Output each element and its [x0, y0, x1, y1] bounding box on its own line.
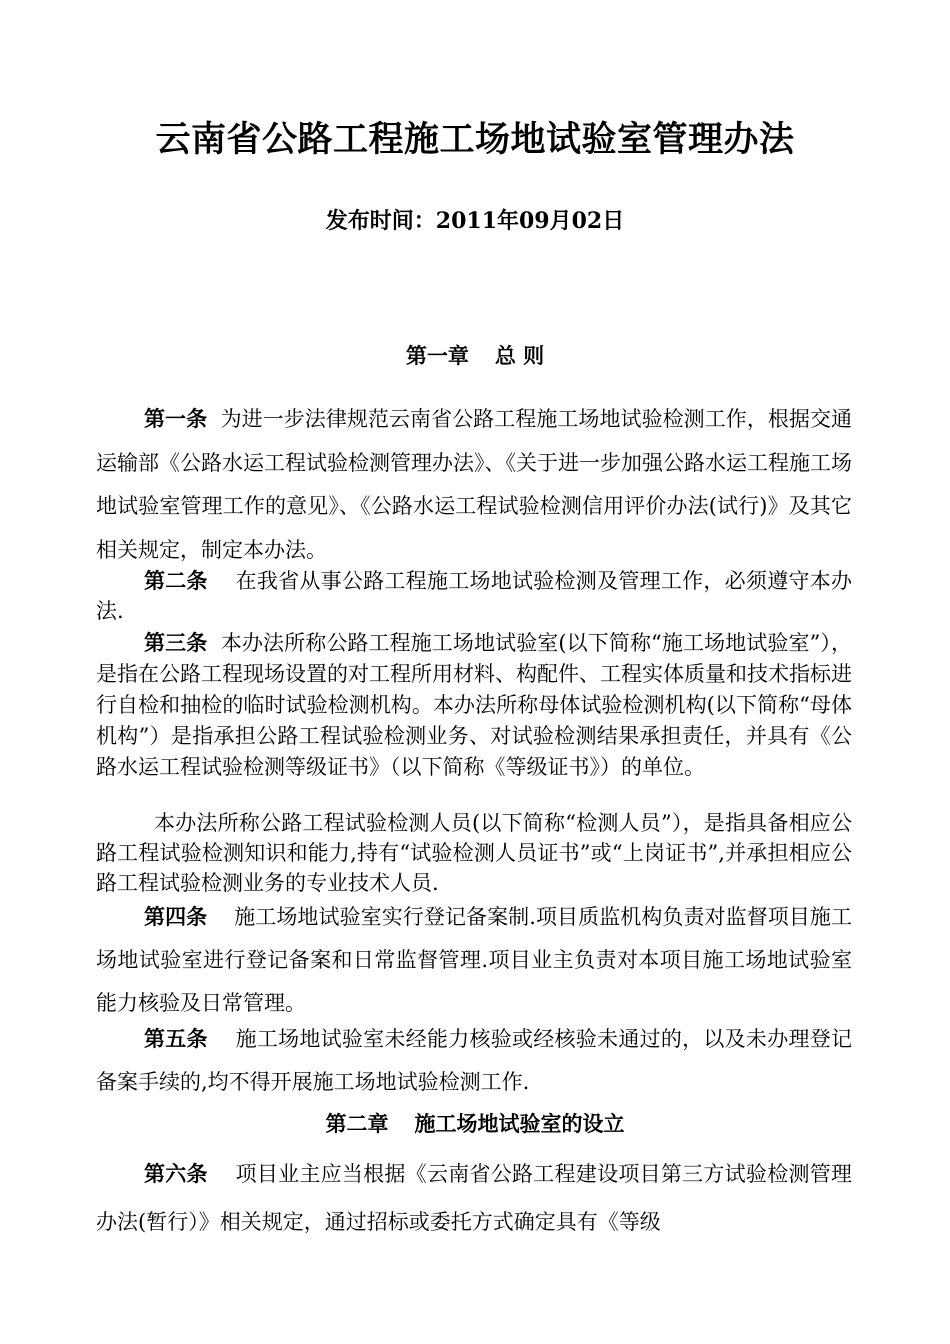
article-paragraph [96, 1018, 852, 1104]
article-paragraph [96, 398, 852, 572]
chapter-title: 总 则 [494, 343, 545, 368]
article-paragraph [96, 628, 852, 783]
article-label: 第六条 [144, 1162, 208, 1186]
publish-date: 发布时间：2011年09月02日 [325, 208, 625, 234]
article-text: 为进一步法律规范云南省公路工程施工场地试验检测工作，根据交通运输部《公路水运工程试验检测管理办法》、《关于进一步加强公路水运工程施工场地试验室管理工作的意见》、《公路水运工程试验检测信用评价办法(试行)》及其它相关规定，制定本办法。 [96, 407, 853, 562]
article-label: 第五条 [144, 1027, 208, 1051]
article-paragraph [96, 1150, 852, 1246]
article-label: 第一条 [144, 407, 208, 431]
article-text: 项目业主应当根据《云南省公路工程建设项目第三方试验检测管理办法(暂行）》相关规定，通过招标或委托方式确定具有《等级 [96, 1162, 852, 1234]
chapter-heading [0, 1108, 950, 1140]
article-label: 第二条 [144, 569, 208, 593]
document-title: 云南省公路工程施工场地试验室管理办法 [155, 119, 795, 160]
chapter-heading [0, 340, 950, 372]
article-paragraph-continuation: 本办法所称公路工程试验检测人员(以下简称“检测人员”），是指具备相应公路工程试验检测知识和能力,持有“试验检测人员证书”或“上岗证书”,并承担相应公路工程试验检测业务的专业技术人员. [96, 811, 852, 895]
article-label: 第四条 [144, 905, 208, 929]
article-paragraph [96, 566, 852, 626]
chapter-number: 第一章 [405, 343, 469, 368]
article-paragraph [96, 896, 852, 1025]
article-text: 在我省从事公路工程施工场地试验检测及管理工作，必须遵守本办法. [96, 569, 852, 623]
article-text: 施工场地试验室未经能力核验或经核验未通过的，以及未办理登记备案手续的,均不得开展施工场地试验检测工作. [96, 1027, 852, 1094]
chapter-title: 施工场地试验室的设立 [414, 1111, 625, 1136]
article-text: 施工场地试验室实行登记备案制.项目质监机构负责对监督项目施工场地试验室进行登记备案和日常监督管理.项目业主负责对本项目施工场地试验室能力核验及日常管理。 [96, 905, 852, 1015]
article-label: 第三条 [144, 631, 208, 655]
chapter-number: 第二章 [325, 1111, 389, 1136]
article-text: 本办法所称公路工程施工场地试验室(以下简称“施工场地试验室”），是指在公路工程现场设置的对工程所用材料、构配件、工程实体质量和技术指标进行自检和抽检的临时试验检测机构。本办法所称母体试验检测机构(以下简称“母体机构”）是指承担公路工程试验检测业务、对试验检测结果承担责任，并具有《公路水运工程试验检测等级证书》（以下简称《等级证书》）的单位。 [96, 631, 852, 779]
